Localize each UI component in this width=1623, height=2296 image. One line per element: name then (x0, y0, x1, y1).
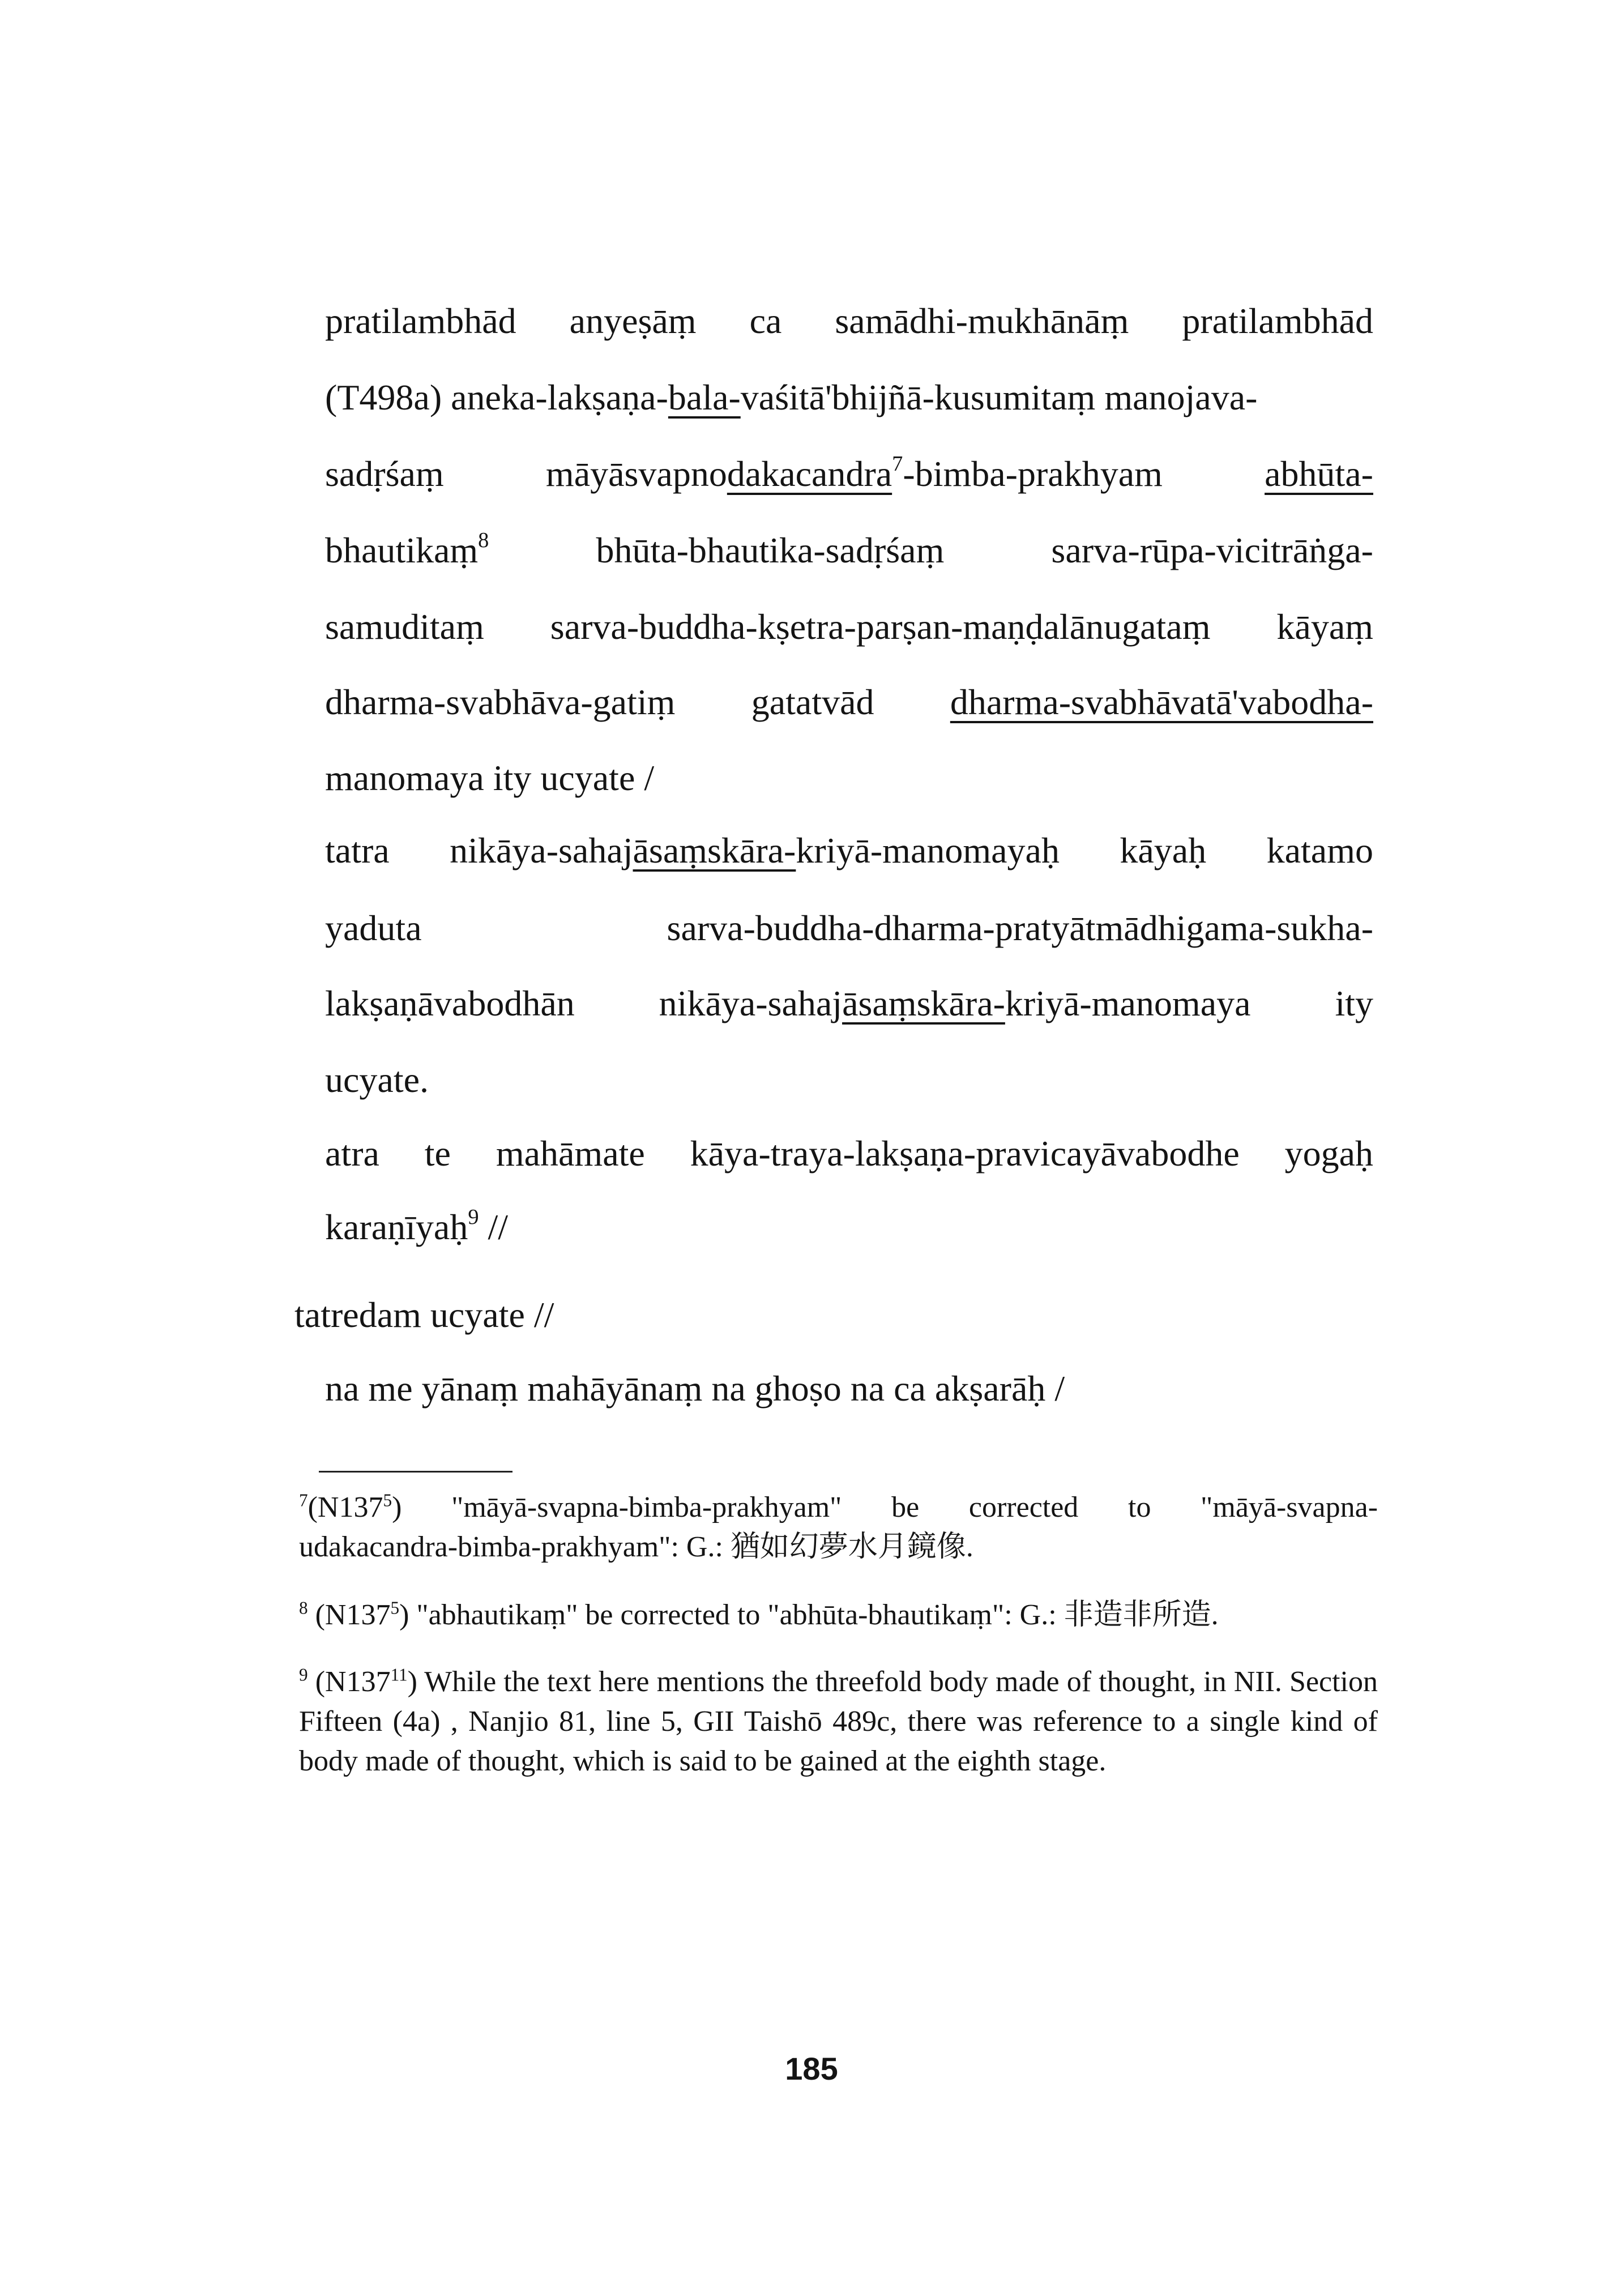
word-group (325, 528, 489, 570)
text-line-3 (325, 452, 1373, 494)
footnote-ref-sup: 11 (390, 1665, 408, 1685)
word: sadṛśaṃ (325, 454, 444, 494)
word: kāyaḥ (1120, 830, 1207, 870)
text-segment: (T498a) aneka-lakṣaṇa- (325, 377, 668, 417)
word: anyeṣāṃ (569, 301, 697, 341)
word: karaṇīyaḥ (325, 1207, 468, 1247)
text-line-12 (325, 1133, 1373, 1173)
word: kāyaṃ (1276, 607, 1373, 647)
underlined-word: dharma-svabhāvatā'vabodha- (950, 682, 1373, 722)
footnote-7-line-2: udakacandra-bimba-prakhyam": G.: 猶如幻夢水月鏡像. (299, 1531, 973, 1563)
word: lakṣaṇāvabodhān (325, 983, 575, 1023)
footnote-7 (299, 1488, 1378, 1567)
word: samādhi-mukhānāṃ (835, 301, 1129, 341)
footnote-text: "māyā-svapna- (1201, 1491, 1378, 1523)
underlined-word: abhūta- (1265, 454, 1373, 494)
word: bhūta-bhautika-sadṛśaṃ (596, 530, 945, 570)
text-line-5 (325, 609, 1373, 645)
text-segment: // (479, 1207, 509, 1247)
text-line-6 (325, 684, 1373, 720)
footnote-text: ) (392, 1491, 402, 1523)
word: sarva-buddha-dharma-pratyātmādhigama-sukha- (667, 908, 1373, 948)
text-segment: kriyā-manomayaḥ (796, 830, 1060, 870)
word: ity (1335, 983, 1373, 1023)
word-group (450, 830, 1060, 870)
footnote-9 (299, 1662, 1378, 1781)
footnote-text: to (1128, 1491, 1151, 1523)
footnote-ref-9: 9 (468, 1205, 479, 1230)
word: sarva-rūpa-vicitrāṅga- (1051, 530, 1373, 570)
word: pratilambhād (325, 301, 516, 341)
word: katamo (1266, 830, 1373, 870)
footnote-number: 9 (299, 1665, 308, 1685)
text-line-11: ucyate. (325, 1060, 429, 1100)
footnote-ref-sup: 5 (383, 1490, 392, 1510)
underlined-segment: dakacandra (727, 454, 892, 494)
footnote-text: (N137 (307, 1666, 391, 1698)
footnote-text: ) While the text here mentions the threefold body made of thought, in NII. Section Fifteen (4a) , Nanjio 81, line 5, GII Taishō 489c, there was reference to a single kind of body made of thought, which is said to be gained at the eighth stage. (299, 1666, 1378, 1777)
footnote-divider (319, 1471, 512, 1473)
verse-line: na me yānaṃ mahāyānaṃ na ghoṣo na ca akṣarāḥ / (325, 1368, 1065, 1409)
word: gatatvād (751, 682, 874, 722)
footnote-7-line-1 (299, 1488, 1378, 1527)
footnote-text: (N137 (307, 1599, 391, 1631)
word: yogaḥ (1284, 1133, 1373, 1173)
footnote-text: corrected (968, 1491, 1079, 1523)
word: yaduta (325, 908, 422, 948)
footnote-text: "māyā-svapna-bimba-prakhyam" (451, 1491, 842, 1523)
text-line-9 (325, 910, 1373, 946)
word: tatra (325, 830, 390, 870)
text-segment: māyāsvapno (545, 454, 727, 494)
text-segment: -bimba-prakhyam (903, 454, 1163, 494)
word: kāya-traya-lakṣaṇa-pravicayāvabodhe (690, 1133, 1240, 1173)
text-segment: vaśitā'bhijñā-kusumitaṃ manojava- (740, 377, 1258, 417)
footnote-number: 7 (299, 1490, 308, 1510)
word: pratilambhād (1182, 301, 1373, 341)
page-number: 185 (785, 2051, 838, 2086)
word: sarva-buddha-kṣetra-parṣan-maṇḍalānugataṃ (550, 607, 1211, 647)
word: atra (325, 1133, 379, 1173)
text-line-2 (325, 379, 1373, 416)
footnote-number: 8 (299, 1598, 308, 1618)
word: bhautikaṃ (325, 530, 479, 570)
section-heading: tatredam ucyate // (294, 1295, 554, 1335)
text-line-8 (325, 830, 1373, 870)
text-line-1 (325, 303, 1373, 339)
underlined-segment: āsaṃskāra- (842, 983, 1005, 1023)
word-group (545, 452, 1163, 494)
word: samuditaṃ (325, 607, 484, 647)
footnote-text: (N137 (307, 1491, 383, 1523)
footnote-text: ) "abhautikaṃ" be corrected to "abhūta-bhautikaṃ": G.: 非造非所造. (399, 1599, 1219, 1631)
word: ca (749, 301, 782, 341)
footnote-ref-7: 7 (892, 452, 903, 476)
word: dharma-svabhāva-gatiṃ (325, 682, 676, 722)
text-segment: nikāya-sahaj (450, 830, 633, 870)
text-segment: nikāya-sahaj (659, 983, 843, 1023)
text-segment: kriyā-manomaya (1005, 983, 1251, 1023)
text-line-7: manomaya ity ucyate / (325, 758, 655, 798)
underlined-segment: bala- (668, 377, 741, 417)
word: te (424, 1133, 451, 1173)
word: mahāmate (496, 1133, 645, 1173)
text-line-13 (325, 1205, 1373, 1247)
footnote-ref-sup: 5 (390, 1598, 400, 1618)
text-line-4 (325, 528, 1373, 570)
footnote-ref-8: 8 (478, 528, 489, 553)
footnote-text: be (891, 1491, 920, 1523)
text-line-10 (325, 985, 1373, 1022)
footnote-8 (299, 1595, 1378, 1635)
word-group (659, 985, 1251, 1022)
underlined-segment: āsaṃskāra- (633, 830, 796, 870)
